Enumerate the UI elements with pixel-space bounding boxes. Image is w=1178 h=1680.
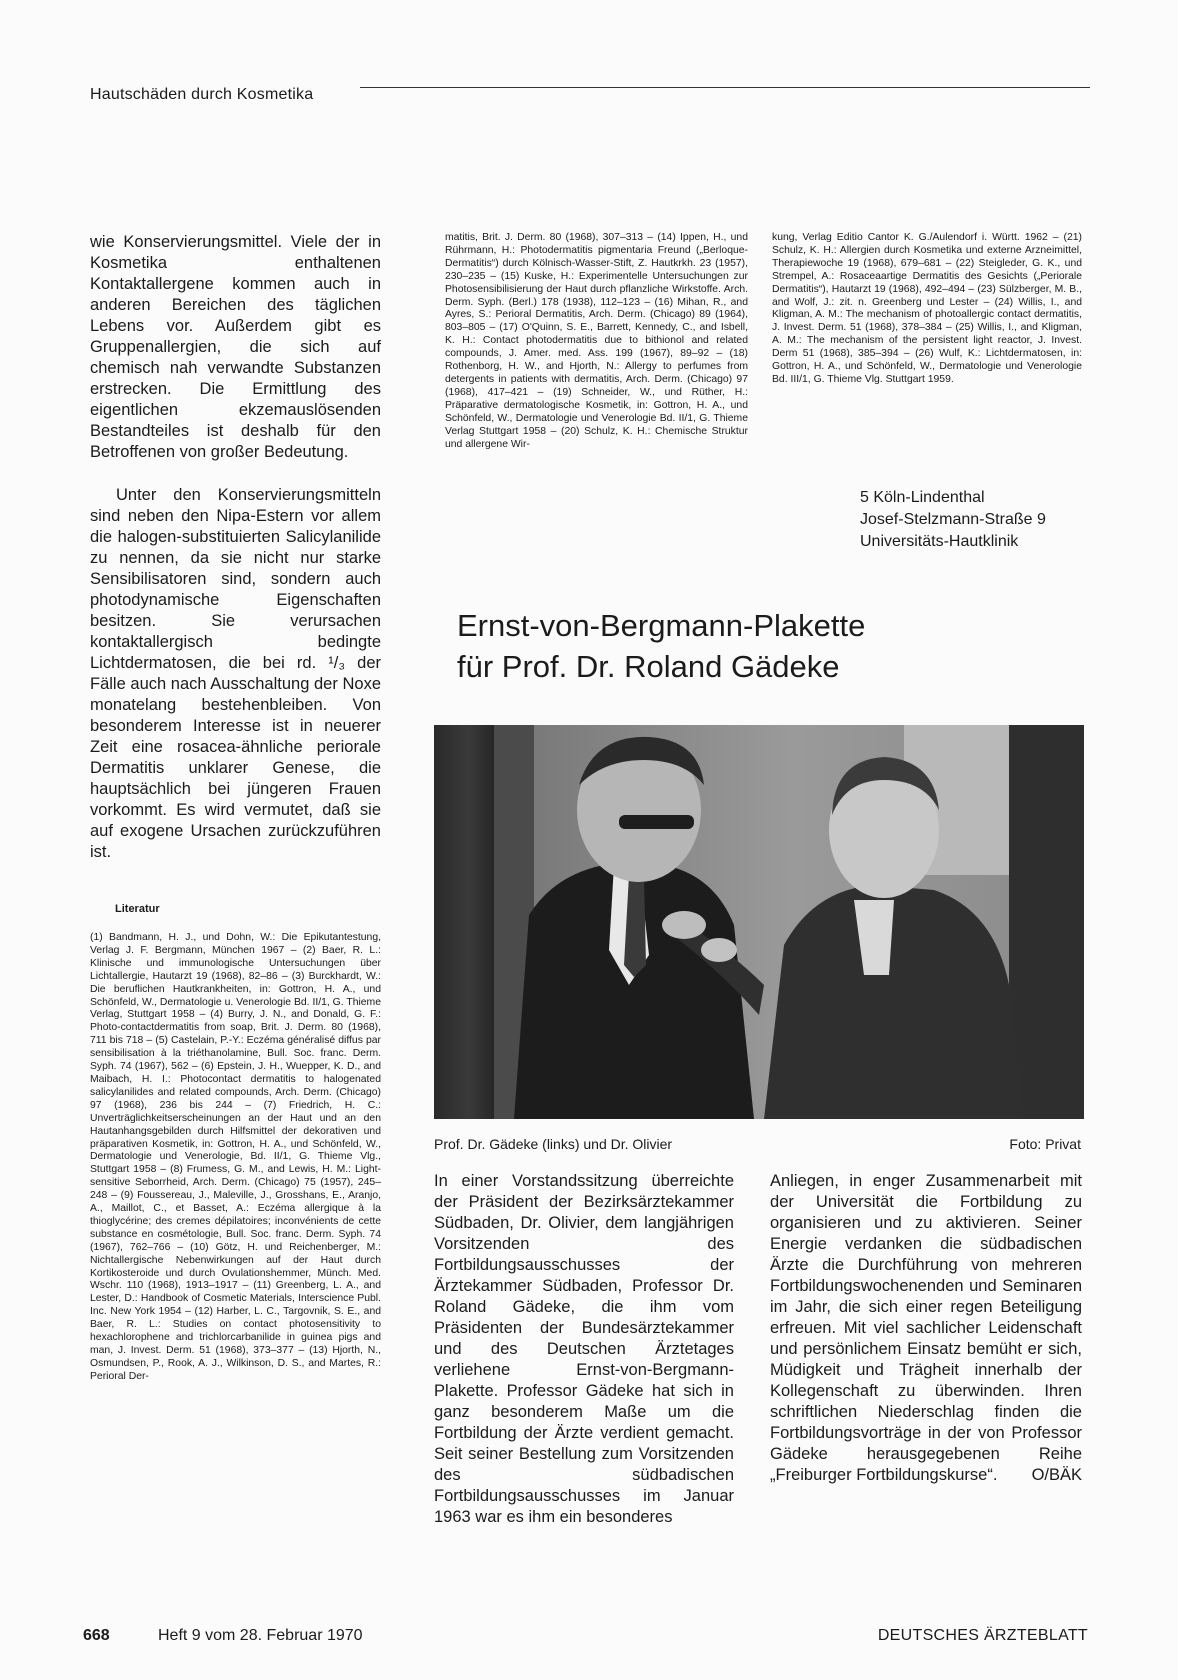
header-rule	[360, 87, 1090, 88]
author-signature: O/BÄK	[1031, 1466, 1082, 1484]
issue-info: Heft 9 vom 28. Februar 1970	[158, 1627, 363, 1644]
literature-heading: Literatur	[115, 903, 160, 915]
author-address	[860, 487, 1046, 553]
headline-line: für Prof. Dr. Roland Gädeke	[457, 649, 840, 684]
address-line: 5 Köln-Lindenthal	[860, 489, 985, 506]
address-line: Josef-Stelzmann-Straße 9	[860, 511, 1046, 528]
paragraph: Unter den Konservierungsmitteln sind neben den Nipa-Estern vor allem die halogen-substituierten Salicylanilide zu nennen, da sie nicht nur starke Sensibilisatoren sind, sondern auch photodynamische Eigenschaften besitzen. Sie verursachen kontaktallergisch bedingte Lichtdermatosen, die bei rd. ¹/₃ der Fälle auch nach Ausschaltung der Noxe monatelang bestehenbleiben. Von besonderem Interesse ist in neuerer Zeit eine rosacea-ähnliche periorale Dermatitis unklarer Genese, die hauptsächlich bei jüngeren Frauen vorkommt. Es wird vermutet, daß sie auf exogene Ursachen zurückzuführen ist.	[90, 486, 381, 861]
literature-list-continued-2: kung, Verlag Editio Cantor K. G./Aulendorf i. Württ. 1962 – (21) Schulz, K. H.: Allergien durch Kosmetika und externe Arzneimittel, Therapiewoche 19 (1968), 679–681 – (22) Steigleder, G. K., und Strempel, A.: Rosaceaartige Dermatitis des Gesichts („Periorale Dermatitis“), Hautarzt 19 (1968), 492–494 – (23) Sülzberger, M. B., and Wolf, J.: zit. n. Greenberg und Lester – (24) Willis, I., and Kligman, A. M.: The mechanism of photoallergic contact dermatitis, J. Invest. Derm. 51 (1968), 378–384 – (25) Willis, I., and Kligman, A. M.: The mechanism of the persistent light reactor, J. Invest. Derm 51 (1968), 385–394 – (26) Wulf, K.: Lichtdermatosen, in: Gottron, H. A., und Schönfeld, W., Dermatologie und Venerologie Bd. III/1, G. Thieme Vlg. Stuttgart 1959.	[772, 232, 1082, 385]
photo-credit: Foto: Privat	[1009, 1136, 1081, 1152]
journal-name: DEUTSCHES ÄRZTEBLATT	[877, 1627, 1088, 1644]
literature-list: (1) Bandmann, H. J., und Dohn, W.: Die Epikutantestung, Verlag J. F. Bergmann, München 1967 – (2) Baer, R. L.: Klinische und immunologische Untersuchungen über Lichtallergie, Hautarzt 19 (1968), 82–86 – (3) Burckhardt, W.: Die beruflichen Hautkrankheiten, in: Gottron, H. A., und Schönfeld, W., Dermatologie u. Venerologie Bd. II/1, G. Thieme Verlag, Stuttgart 1958 – (4) Burry, J. N., and Donald, G. F.: Photo-contactdermatitis from soap, Brit. J. Derm. 80 (1968), 711 bis 718 – (5) Castelain, P.-Y.: Eczéma généralisé diffus par sensibilisation à la triéthanolamine, Bull. Soc. franc. Derm. Syph. 74 (1967), 562 – (6) Epstein, J. H., Wuepper, K. D., and Maibach, H. I.: Photocontact dermatitis to halogenated salicylanilides and related compounds, Arch. Derm. (Chicago) 97 (1968), 236 bis 244 – (7) Friedrich, H. C.: Unverträglichkeitserscheinungen an der Haut und an den Hautanhangsgebilden durch Hilfsmittel der dekorativen und präparativen Kosmetik, in: Gottron, H. A., und Schönfeld, W., Dermatologie und Venerologie, Bd. II/1, G. Thieme Vlg., Stuttgart 1958 – (8) Frumess, G. M., and Lewis, H. M.: Light-sensitive Seborrheid, Arch. Derm. (Chicago) 75 (1957), 245–248 – (9) Foussereau, J., Maleville, J., Grosshans, E., Aranjo, A., Maillot, C., et Basset, A.: Eczéma allergique à la thioglycérine; des cremes dépilatoires; inconvénients de cette substance en cosmétologie, Bull. Soc. franc. Derm. Syph. 74 (1967), 762–766 – (10) Götz, H. und Reichenberger, M.: Nichtallergische Nebenwirkungen auf der Haut durch Kortikosteroide und durch Ovulationshemmer, Münch. Med. Wschr. 110 (1968), 1913–1917 – (11) Greenberg, L. A., and Lester, D.: Handbook of Cosmetic Materials, Interscience Publ. Inc. New York 1954 – (12) Harber, L. C., Targovnik, S. E., and Baer, R. L.: Studies on contact photosensitivity to hexachlorophene and trichlorcarbanilide in guinea pigs and man, J. Invest. Derm. 51 (1968), 373–377 – (13) Hjorth, N., Osmundsen, P., Rook, A. J., Wilkinson, D. S., and Martes, R.: Perioral Der-	[90, 932, 381, 1382]
photo-caption: Prof. Dr. Gädeke (links) und Dr. Olivier	[434, 1136, 673, 1152]
address-line: Universitäts-Hautklinik	[860, 533, 1019, 550]
paragraph: wie Konservierungsmittel. Viele der in Kosmetika enthaltenen Kontaktallergene kommen auch in anderen Bereichen des täglichen Lebens vor. Außerdem gibt es Gruppenallergien, die sich auf chemisch nah verwandte Substanzen erstrecken. Die Ermittlung des eigentlichen ekzemauslösenden Bestandteiles ist deshalb für den Betroffenen von großer Bedeutung.	[90, 233, 381, 461]
article-headline	[457, 605, 865, 687]
headline-line: Ernst-von-Bergmann-Plakette	[457, 608, 866, 643]
literature-list-continued: matitis, Brit. J. Derm. 80 (1968), 307–313 – (14) Ippen, H., und Rührmann, H.: Photodermatitis pigmentaria Freund („Berloque-Dermatitis“) durch Kölnisch-Wasser-Stift, Z. Hautkrkh. 23 (1957), 230–235 – (15) Kuske, H.: Experimentelle Untersuchungen zur Photosensibilisierung der Haut durch pflanzliche Wirkstoffe. Arch. Derm. Syph. (Berl.) 178 (1938), 112–123 – (16) Mihan, R., and Ayres, S.: Perioral Dermatitis, Arch. Derm. (Chicago) 89 (1964), 803–805 – (17) O'Quinn, S. E., Barrett, Kennedy, C., and Isbell, K. H.: Contact photodermatitis due to bithionol and related compounds, J. Amer. med. Ass. 199 (1967), 89–92 – (18) Rothenborg, H. W., and Hjorth, N.: Allergy to perfumes from detergents in patients with dermatitis, Arch. Derm. (Chicago) 97 (1968), 417–421 – (19) Schneider, W., und Rüther, H.: Präparative dermatologische Kosmetik, in: Gottron, H. A., und Schönfeld, W., Dermatologie und Venerologie Bd. II/1, G. Thieme Verlag Stuttgart 1958 – (20) Schulz, K. H.: Chemische Struktur und allergene Wir-	[445, 232, 748, 450]
article-column-left: In einer Vorstandssitzung überreichte der Präsident der Bezirksärztekammer Südbaden, Dr. Olivier, dem langjährigen Vorsitzenden des Fortbildungsausschusses der Ärztekammer Südbaden, Professor Dr. Roland Gädeke, die ihm vom Präsidenten der Bundesärztekammer und des Deutschen Ärztetages verliehene Ernst-von-Bergmann-Plakette. Professor Gädeke hat sich in ganz besonderem Maße um die Fortbildung der Ärzte verdient gemacht. Seit seiner Bestellung zum Vorsitzenden des südbadischen Fortbildungsausschusses im Januar 1963 war es ihm ein besonderes	[434, 1172, 734, 1526]
running-header: Hautschäden durch Kosmetika	[90, 86, 314, 103]
article-column-right	[770, 1171, 1082, 1486]
award-photo	[434, 725, 1084, 1119]
page-number: 668	[83, 1627, 110, 1644]
left-column-text	[90, 232, 381, 879]
article-text: Anliegen, in enger Zusammenarbeit mit der Universität die Fortbildung zu organisieren und zu aktivieren. Seiner Energie verdanken die südbadischen Ärzte die Durchführung von mehreren Fortbildungswochenenden und Seminaren im Jahr, die sich einer regen Beteiligung erfreuen. Mit viel sachlicher Leidenschaft und persönlichem Einsatz bemüht er sich, Müdigkeit und Trägheit innerhalb der Kollegenschaft zu überwinden. Ihren schriftlichen Niederschlag finden die Fortbildungsvorträge in der von Professor Gädeke herausgegebenen Reihe „Freiburger Fortbildungskurse“.	[770, 1172, 1082, 1484]
